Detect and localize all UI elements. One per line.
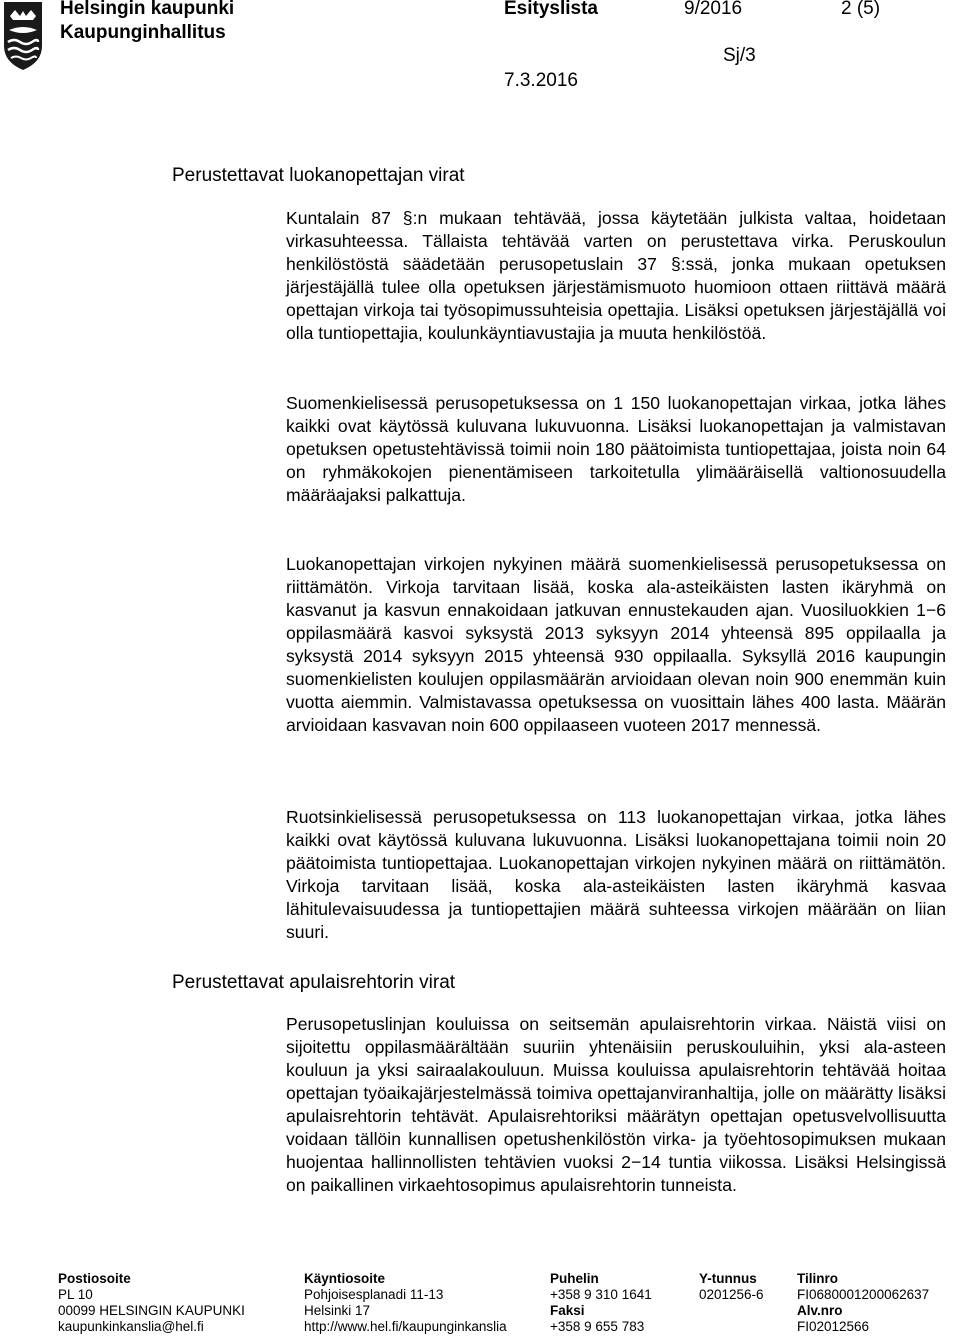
- section-body: [286, 1013, 946, 1197]
- footer-value: PL 10: [58, 1287, 93, 1302]
- footer-ytunnus: [699, 1271, 764, 1303]
- footer-phone: [550, 1271, 652, 1335]
- footer-value: +358 9 310 1641: [550, 1287, 652, 1302]
- footer-value: +358 9 655 783: [550, 1319, 645, 1334]
- section-body: [286, 392, 946, 507]
- footer-email-link[interactable]: kaupunkinkanslia@hel.fi: [58, 1319, 204, 1334]
- footer-value: Helsinki 17: [304, 1303, 371, 1318]
- footer-website-link[interactable]: http://www.hel.fi/kaupunginkanslia: [304, 1319, 507, 1334]
- section-code: Sj/3: [723, 45, 756, 66]
- footer-value: 00099 HELSINGIN KAUPUNKI: [58, 1303, 245, 1318]
- section-body: [286, 207, 946, 345]
- footer-value: FI0680001200062637: [797, 1287, 930, 1302]
- page-number: 2 (5): [841, 0, 881, 19]
- footer-value: FI02012566: [797, 1319, 870, 1334]
- footer-value: Pohjoisesplanadi 11-13: [304, 1287, 444, 1302]
- footer-postal: [58, 1271, 245, 1335]
- footer-label: Käyntiosoite: [304, 1271, 386, 1286]
- section-title: Perustettavat apulaisrehtorin virat: [172, 972, 456, 993]
- org-unit: Kaupunginhallitus: [60, 22, 226, 43]
- footer-label: Y-tunnus: [699, 1271, 757, 1286]
- paragraph: Ruotsinkielisessä perusopetuksessa on 113 luokanopettajan virkaa, jotka lähes kaikki ovat käytössä kuluvana lukuvuonna. Lisäksi luokanopettajana toimii noin 20 päätoimista tuntiopettajaa. Luokanopettajan virkojen nykyinen määrä on riittämätön. Virkoja tarvitaan lisää, koska ala-asteikäisten lasten ikäryhmä kasvaa lähitulevaisuudessa ja tuntiopettajien määrä suhteessa virkojen määrään on liian suuri.: [286, 807, 946, 942]
- paragraph: Perusopetuslinjan kouluissa on seitsemän apulaisrehtorin virkaa. Näistä viisi on sijoitettu oppilasmäärältään suuriin yhtenäisiin peruskouluihin, yksi ala-asteen kouluun ja yksi sairaalakouluun. Muissa kouluissa apulaisrehtorin tehtävää hoitaa opettajan työaikajärjestelmässä toimiva opettajanviranhaltija, jolle on määrätty lisäksi apulaisrehtorin tehtävät. Apulaisrehtoriksi määrätyn opettajan opetusvelvollisuutta voidaan tällöin kunnallisen opetushenkilöstön virka- ja työehtosopimuksen mukaan huojentaa hallinnollisten tehtävien vuoksi 2−14 tuntia viikossa. Lisäksi Helsingissä on paikallinen virkaehtosopimus apulaisrehtorin tunneista.: [286, 1014, 946, 1195]
- doc-number: 9/2016: [684, 0, 743, 19]
- paragraph: Luokanopettajan virkojen nykyinen määrä suomenkielisessä perusopetuksessa on riittämätön. Virkoja tarvitaan lisää, koska ala-asteikäisten lasten ikäryhmä on kasvanut ja kasvun ennakoidaan jatkuvan ennustekauden ajan. Vuosiluokkien 1−6 oppilasmäärä kasvoi syksystä 2013 syksyyn 2014 yhteensä 895 oppilaalla ja syksystä 2014 syksyyn 2015 yhteensä 930 oppilaalla. Syksyllä 2016 kaupungin suomenkielisten koulujen oppilasmäärän arvioidaan olevan noin 900 enemmän kuin vuotta aiemmin. Valmistavassa opetuksessa on vuosittain lähes 400 lasta. Määrän arvioidaan kasvavan noin 600 oppilaaseen vuoteen 2017 mennessä.: [286, 554, 946, 735]
- footer-label: Faksi: [550, 1303, 585, 1318]
- footer-label: Puhelin: [550, 1271, 599, 1286]
- footer-label: Postiosoite: [58, 1271, 131, 1286]
- section-title: Perustettavat luokanopettajan virat: [172, 165, 465, 186]
- org-name: Helsingin kaupunki: [60, 0, 235, 19]
- doc-date: 7.3.2016: [504, 70, 578, 91]
- footer-account: [797, 1271, 929, 1335]
- section-body: [286, 806, 946, 944]
- footer-label: Alv.nro: [797, 1303, 843, 1318]
- helsinki-coat-of-arms-icon: [2, 0, 44, 72]
- footer-value: 0201256-6: [699, 1287, 764, 1302]
- footer-visit: [304, 1271, 507, 1335]
- paragraph: Kuntalain 87 §:n mukaan tehtävää, jossa käytetään julkista valtaa, hoidetaan virkasuhteessa. Tällaista tehtävää varten on perustettava virka. Peruskoulun henkilöstöstä säädetään perusopetuslain 37 §:ssä, jonka mukaan opetuksen järjestäjällä tulee olla opetuksen järjestämismuoto huomioon ottaen riittävä määrä opettajan virkoja tai työsopimussuhteisia opettajia. Lisäksi opetuksen järjestäjällä voi olla tuntiopettajia, koulunkäyntiavustajia ja muuta henkilöstöä.: [286, 208, 946, 343]
- footer-label: Tilinro: [797, 1271, 839, 1286]
- section-body: [286, 553, 946, 737]
- doc-type: Esityslista: [504, 0, 598, 19]
- paragraph: Suomenkielisessä perusopetuksessa on 1 150 luokanopettajan virkaa, jotka lähes kaikki ovat käytössä kuluvana lukuvuonna. Lisäksi luokanopettajan ja valmistavan opetuksen opetustehtävissä toimii noin 180 päätoimista tuntiopettajaa, joista noin 64 on ryhmäkokojen pienentämiseen tarkoitetulla ylimääräisellä valtionosuudella määräajaksi palkattuja.: [286, 393, 946, 505]
